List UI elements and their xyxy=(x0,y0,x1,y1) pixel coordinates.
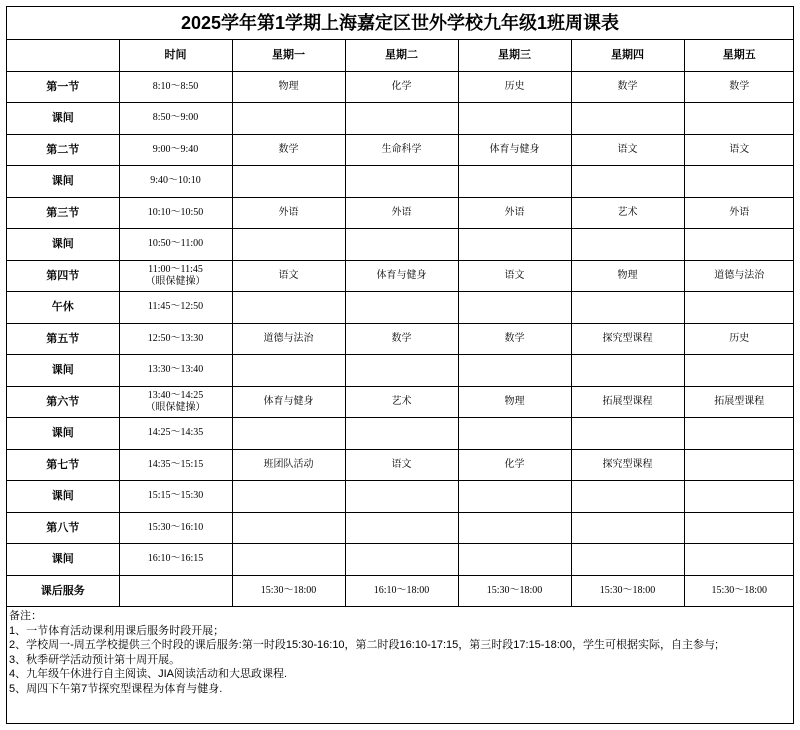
subject-cell xyxy=(458,544,571,576)
timetable-row xyxy=(7,197,794,229)
subject-cell: 历史 xyxy=(458,71,571,103)
subject-cell: 数学 xyxy=(684,71,794,103)
period-label: 课间 xyxy=(7,166,119,198)
header-day-tue: 星期二 xyxy=(345,40,458,72)
subject-cell: 语文 xyxy=(684,134,794,166)
time-cell xyxy=(119,575,232,607)
subject-cell: 15:30～18:00 xyxy=(684,575,794,607)
notes-section xyxy=(7,609,795,696)
subject-cell: 道德与法治 xyxy=(684,260,794,292)
time-range: 10:50～11:00 xyxy=(147,238,204,250)
subject-cell: 语文 xyxy=(232,260,345,292)
subject-cell: 拓展型课程 xyxy=(571,386,684,418)
note-item: 4、九年级午休进行自主阅读、JIA阅读活动和大思政课程. xyxy=(9,668,288,680)
timetable-row xyxy=(7,103,794,135)
timetable-row xyxy=(7,481,794,513)
time-range: 10:10～10:50 xyxy=(147,206,204,218)
header-day-mon: 星期一 xyxy=(232,40,345,72)
subject-cell: 15:30～18:00 xyxy=(232,575,345,607)
time-cell xyxy=(119,386,232,418)
time-cell xyxy=(119,197,232,229)
subject-cell xyxy=(571,292,684,324)
header-row xyxy=(7,40,794,72)
timetable-row xyxy=(7,71,794,103)
subject-cell xyxy=(684,355,794,387)
period-label: 午休 xyxy=(7,292,119,324)
time-note: （眼保健操） xyxy=(145,401,206,413)
period-label: 第五节 xyxy=(7,323,119,355)
subject-cell xyxy=(345,512,458,544)
time-cell xyxy=(119,71,232,103)
subject-cell xyxy=(684,103,794,135)
subject-cell: 语文 xyxy=(458,260,571,292)
subject-cell xyxy=(458,418,571,450)
subject-cell: 物理 xyxy=(458,386,571,418)
header-corner-cell xyxy=(7,40,119,72)
timetable-row xyxy=(7,166,794,198)
subject-cell xyxy=(345,418,458,450)
time-cell xyxy=(119,418,232,450)
subject-cell: 化学 xyxy=(345,71,458,103)
time-range: 16:10～16:15 xyxy=(147,553,204,565)
subject-cell: 数学 xyxy=(232,134,345,166)
timetable-sheet xyxy=(6,6,794,724)
subject-cell: 数学 xyxy=(458,323,571,355)
note-item: 3、秋季研学活动预计第十周开展。 xyxy=(9,653,181,666)
subject-cell: 体育与健身 xyxy=(345,260,458,292)
header-day-fri: 星期五 xyxy=(684,40,794,72)
period-label: 第四节 xyxy=(7,260,119,292)
subject-cell xyxy=(571,512,684,544)
subject-cell xyxy=(232,355,345,387)
subject-cell: 15:30～18:00 xyxy=(458,575,571,607)
note-item: 1、一节体育活动课利用课后服务时段开展； xyxy=(9,624,225,637)
subject-cell: 外语 xyxy=(345,197,458,229)
subject-cell: 数学 xyxy=(571,71,684,103)
subject-cell xyxy=(684,449,794,481)
timetable-row xyxy=(7,260,794,292)
subject-cell xyxy=(345,292,458,324)
subject-cell: 外语 xyxy=(684,197,794,229)
timetable-row xyxy=(7,229,794,261)
subject-cell xyxy=(571,229,684,261)
time-cell xyxy=(119,166,232,198)
period-label: 第六节 xyxy=(7,386,119,418)
subject-cell xyxy=(571,481,684,513)
timetable-row xyxy=(7,355,794,387)
subject-cell xyxy=(571,418,684,450)
subject-cell: 体育与健身 xyxy=(232,386,345,418)
subject-cell xyxy=(458,229,571,261)
period-label: 课间 xyxy=(7,544,119,576)
subject-cell: 拓展型课程 xyxy=(684,386,794,418)
time-cell xyxy=(119,323,232,355)
period-label: 第七节 xyxy=(7,449,119,481)
time-cell xyxy=(119,134,232,166)
timetable-row xyxy=(7,386,794,418)
subject-cell xyxy=(232,166,345,198)
subject-cell: 艺术 xyxy=(345,386,458,418)
time-range: 13:30～13:40 xyxy=(147,364,204,376)
subject-cell xyxy=(684,418,794,450)
subject-cell: 物理 xyxy=(232,71,345,103)
subject-cell xyxy=(684,544,794,576)
period-label: 第二节 xyxy=(7,134,119,166)
subject-cell xyxy=(458,166,571,198)
period-label: 课间 xyxy=(7,229,119,261)
page-title: 2025学年第1学期上海嘉定区世外学校九年级1班周课表 xyxy=(7,7,793,40)
period-label: 课间 xyxy=(7,418,119,450)
subject-cell xyxy=(458,481,571,513)
subject-cell: 化学 xyxy=(458,449,571,481)
time-cell xyxy=(119,355,232,387)
period-label: 第八节 xyxy=(7,512,119,544)
subject-cell xyxy=(232,544,345,576)
time-range: 9:40～10:10 xyxy=(150,175,201,187)
subject-cell: 15:30～18:00 xyxy=(571,575,684,607)
subject-cell xyxy=(345,103,458,135)
time-cell xyxy=(119,103,232,135)
subject-cell: 外语 xyxy=(458,197,571,229)
time-cell xyxy=(119,449,232,481)
subject-cell: 语文 xyxy=(345,449,458,481)
header-time: 时间 xyxy=(119,40,232,72)
period-label: 课间 xyxy=(7,481,119,513)
note-item: 2、学校周一-周五学校提供三个时段的课后服务:第一时段15:30-16:10，第二时段16:10-17:15，第三时段17:15-18:00，学生可根据实际，自主参与; xyxy=(9,639,719,651)
subject-cell: 道德与法治 xyxy=(232,323,345,355)
note-item: 5、周四下午第7节探究型课程为体育与健身. xyxy=(9,682,223,695)
subject-cell xyxy=(345,481,458,513)
period-label: 课后服务 xyxy=(7,575,119,607)
subject-cell: 艺术 xyxy=(571,197,684,229)
time-note: （眼保健操） xyxy=(145,275,206,287)
subject-cell: 物理 xyxy=(571,260,684,292)
time-cell xyxy=(119,260,232,292)
time-cell xyxy=(119,512,232,544)
subject-cell xyxy=(684,481,794,513)
subject-cell xyxy=(232,103,345,135)
time-cell xyxy=(119,292,232,324)
time-range: 14:35～15:15 xyxy=(147,458,204,470)
timetable-row xyxy=(7,134,794,166)
time-range: 15:15～15:30 xyxy=(147,490,204,502)
header-day-wed: 星期三 xyxy=(458,40,571,72)
time-range: 9:00～9:40 xyxy=(152,143,199,155)
header-day-thu: 星期四 xyxy=(571,40,684,72)
time-range: 8:10～8:50 xyxy=(152,80,199,92)
timetable-row xyxy=(7,323,794,355)
notes-label: 备注： xyxy=(9,610,42,622)
subject-cell xyxy=(458,355,571,387)
time-range: 12:50～13:30 xyxy=(147,332,204,344)
subject-cell xyxy=(345,229,458,261)
timetable-row xyxy=(7,512,794,544)
subject-cell: 语文 xyxy=(571,134,684,166)
subject-cell xyxy=(571,355,684,387)
subject-cell xyxy=(232,229,345,261)
time-cell xyxy=(119,544,232,576)
subject-cell xyxy=(684,229,794,261)
subject-cell xyxy=(458,292,571,324)
timetable-row xyxy=(7,292,794,324)
period-label: 第三节 xyxy=(7,197,119,229)
timetable-row xyxy=(7,575,794,607)
time-range: 15:30～16:10 xyxy=(147,521,204,533)
subject-cell xyxy=(571,166,684,198)
subject-cell: 班团队活动 xyxy=(232,449,345,481)
subject-cell xyxy=(232,481,345,513)
subject-cell: 外语 xyxy=(232,197,345,229)
subject-cell xyxy=(458,103,571,135)
subject-cell xyxy=(345,166,458,198)
subject-cell xyxy=(345,544,458,576)
period-label: 课间 xyxy=(7,103,119,135)
time-range: 11:00～11:45 xyxy=(148,263,203,275)
timetable-row xyxy=(7,449,794,481)
subject-cell xyxy=(458,512,571,544)
period-label: 第一节 xyxy=(7,71,119,103)
time-range: 11:45～12:50 xyxy=(147,301,204,313)
subject-cell: 生命科学 xyxy=(345,134,458,166)
timetable-row xyxy=(7,418,794,450)
subject-cell xyxy=(232,292,345,324)
subject-cell xyxy=(571,103,684,135)
subject-cell: 数学 xyxy=(345,323,458,355)
time-cell xyxy=(119,229,232,261)
subject-cell: 体育与健身 xyxy=(458,134,571,166)
time-range: 14:25～14:35 xyxy=(147,427,204,439)
timetable xyxy=(7,39,794,607)
subject-cell xyxy=(345,355,458,387)
subject-cell: 探究型课程 xyxy=(571,323,684,355)
subject-cell xyxy=(232,418,345,450)
subject-cell xyxy=(684,292,794,324)
time-range: 8:50～9:00 xyxy=(152,112,199,124)
timetable-row xyxy=(7,544,794,576)
subject-cell xyxy=(232,512,345,544)
period-label: 课间 xyxy=(7,355,119,387)
time-cell xyxy=(119,481,232,513)
time-range: 13:40～14:25 xyxy=(147,389,204,401)
subject-cell: 探究型课程 xyxy=(571,449,684,481)
subject-cell: 历史 xyxy=(684,323,794,355)
subject-cell xyxy=(684,512,794,544)
subject-cell xyxy=(571,544,684,576)
subject-cell: 16:10～18:00 xyxy=(345,575,458,607)
subject-cell xyxy=(684,166,794,198)
